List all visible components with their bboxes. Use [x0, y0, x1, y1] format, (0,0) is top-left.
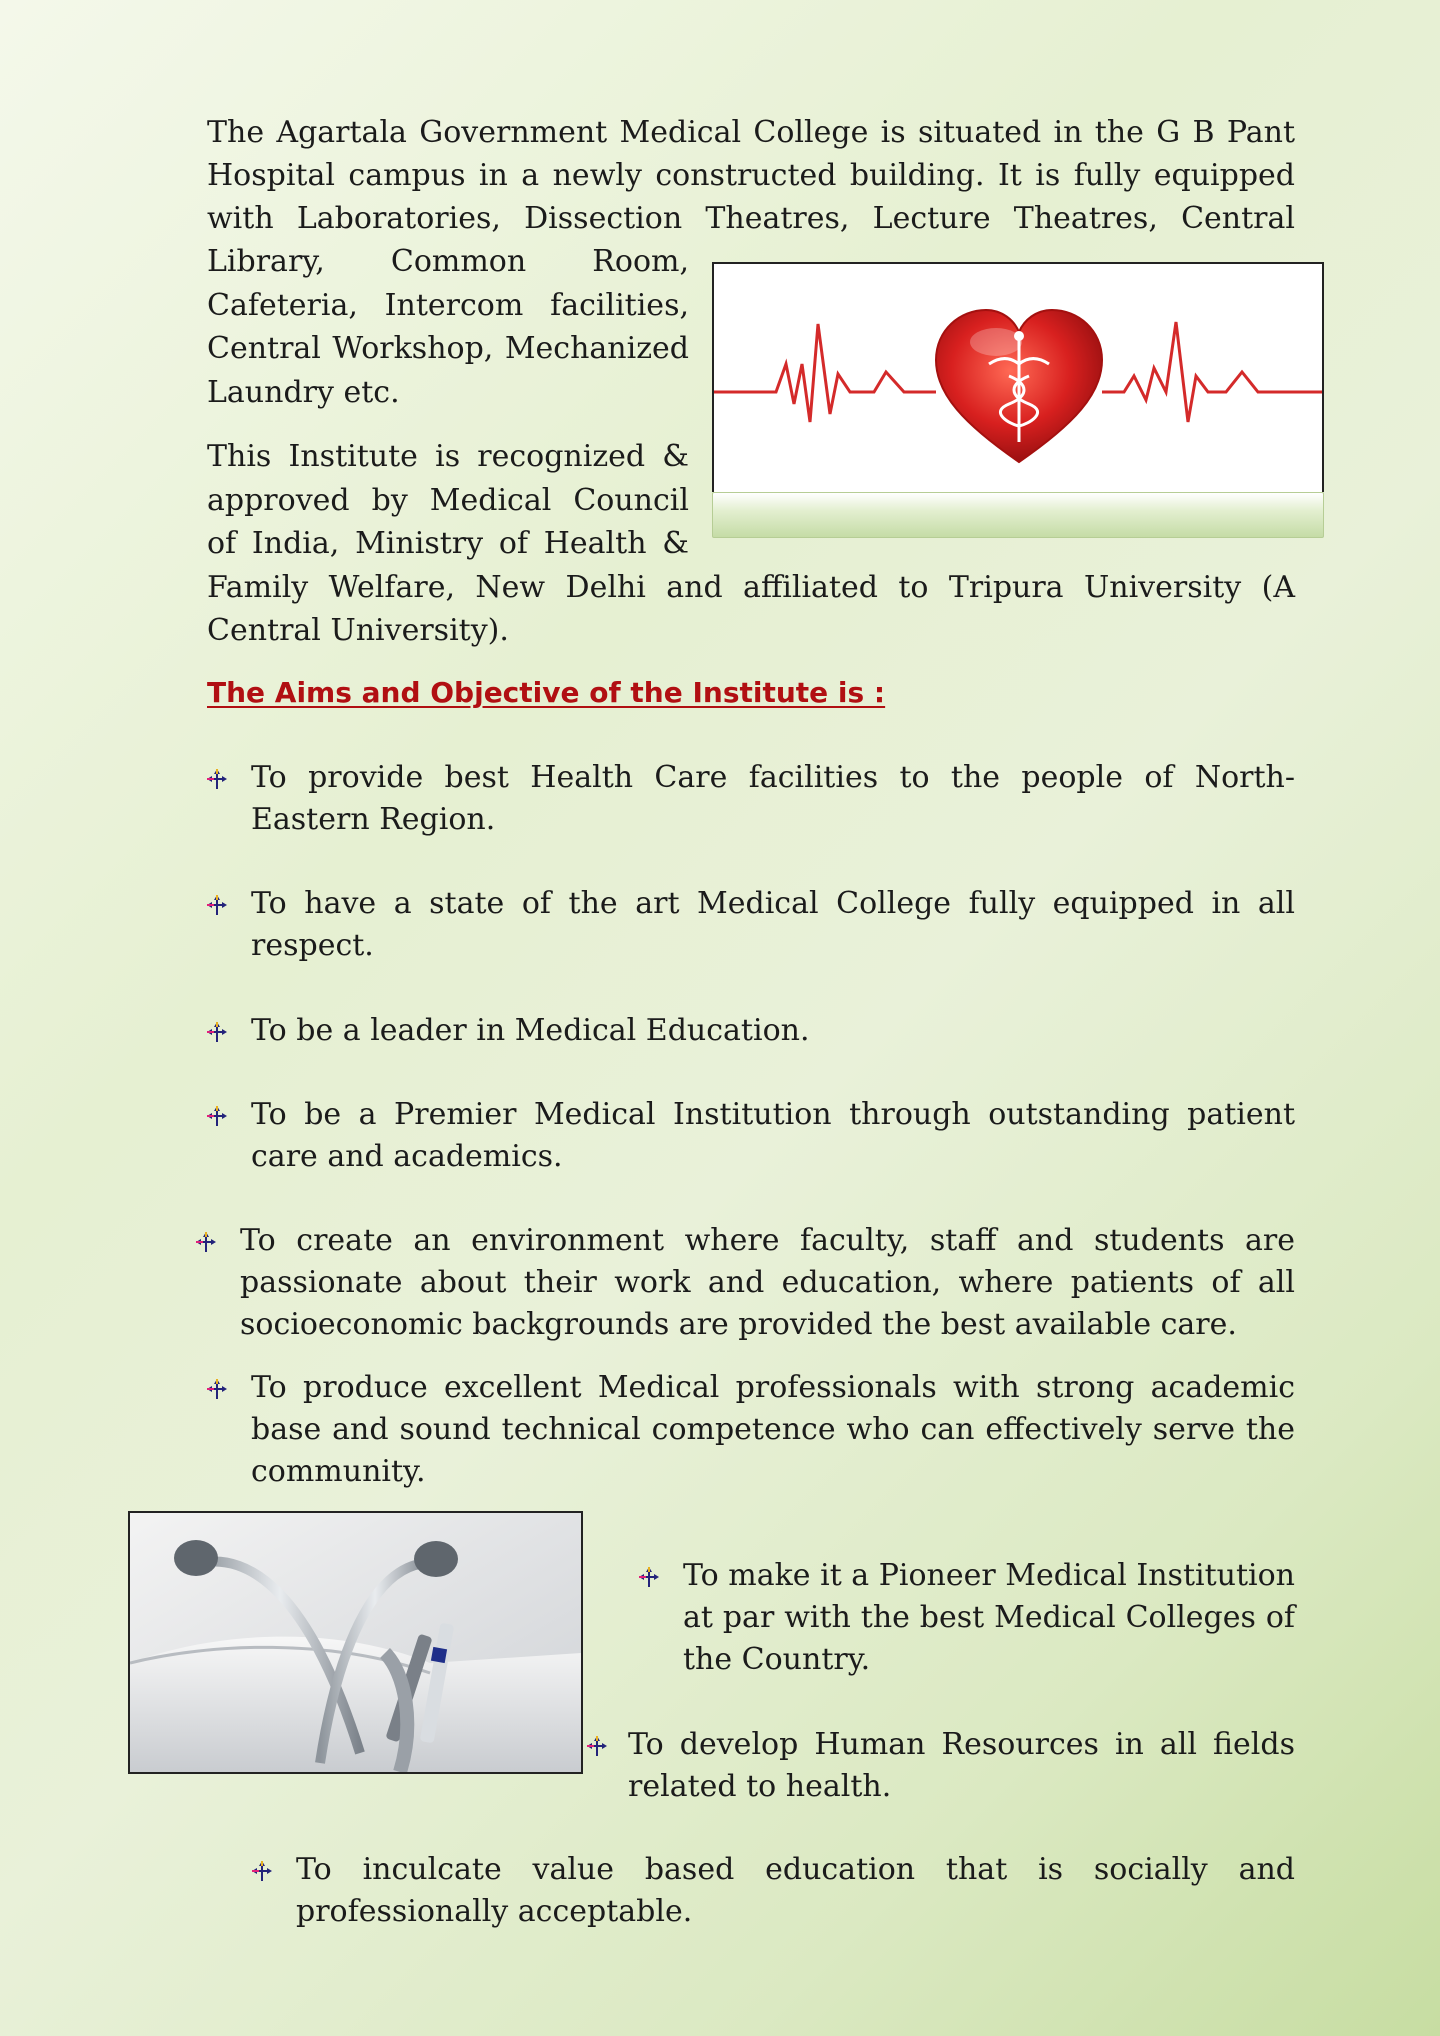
aim-text: To create an environment where faculty, staff and students are passionate about their work and education, where patients of all socioeconomic backgrounds are provided the best available care.: [240, 1223, 1295, 1342]
intro-wrap-line-2: Cafeteria, Intercom facilities,: [207, 288, 689, 323]
aim-item: [207, 757, 1295, 841]
stethoscope-in-coat-pocket-image: [128, 1511, 583, 1774]
heart-ecg-graphic: [714, 264, 1322, 492]
aim-item: [207, 883, 1295, 967]
heart-caduceus-ecg-image: [712, 262, 1324, 492]
bullet-arrow-icon: [207, 1106, 227, 1126]
intro-line-1: The Agartala Government Medical College is situated in the G B Pant: [207, 115, 1295, 150]
bullet-arrow-icon: [196, 1232, 216, 1252]
aim-item: [207, 1010, 1295, 1052]
aim-item: [252, 1849, 1295, 1933]
aim-text: To have a state of the art Medical College fully equipped in all respect.: [251, 886, 1295, 963]
recognition-wrap-line-2: approved by Medical Council: [207, 483, 689, 518]
intro-wrap-line-1: Library, Common Room,: [207, 244, 689, 279]
aim-text: To produce excellent Medical professionals with strong academic base and sound technical competence who can effectively serve the community.: [251, 1370, 1295, 1489]
recognition-line-5: Central University).: [207, 613, 509, 648]
aim-text: To be a Premier Medical Institution through outstanding patient care and academics.: [251, 1097, 1295, 1174]
bullet-arrow-icon: [587, 1736, 607, 1756]
aim-text: To develop Human Resources in all fields related to health.: [628, 1727, 1295, 1804]
aim-item: [207, 1094, 1295, 1178]
aim-item: [196, 1220, 1295, 1346]
aim-text: To provide best Health Care facilities to the people of North-Eastern Region.: [251, 760, 1295, 837]
intro-wrap-line-3: Central Workshop, Mechanized: [207, 331, 689, 366]
recognition-line-4: Family Welfare, New Delhi and affiliated to Tripura University (A: [207, 570, 1295, 605]
bullet-arrow-icon: [207, 895, 227, 915]
bullet-arrow-icon: [207, 769, 227, 789]
bullet-arrow-icon: [207, 1022, 227, 1042]
aim-item: [639, 1555, 1295, 1681]
image-caption-bar: [712, 492, 1324, 538]
aim-text: To be a leader in Medical Education.: [251, 1013, 810, 1048]
recognition-wrap-line-1: This Institute is recognized &: [207, 439, 689, 474]
aim-item: [207, 1367, 1295, 1493]
aim-text: To inculcate value based education that is socially and professionally acceptable.: [296, 1852, 1295, 1929]
bullet-arrow-icon: [639, 1567, 659, 1587]
bullet-arrow-icon: [252, 1861, 272, 1881]
aim-item: [584, 1724, 1295, 1808]
stethoscope-graphic: [130, 1513, 581, 1772]
intro-line-2: Hospital campus in a newly constructed building. It is fully equipped: [207, 158, 1295, 193]
recognition-wrap-line-3: of India, Ministry of Health &: [207, 526, 689, 561]
bullet-arrow-icon: [207, 1379, 227, 1399]
intro-wrap-line-4: Laundry etc.: [207, 375, 400, 410]
intro-line-3: with Laboratories, Dissection Theatres, Lecture Theatres, Central: [207, 201, 1295, 236]
aims-heading: The Aims and Objective of the Institute is :: [207, 676, 886, 709]
aim-text: To make it a Pioneer Medical Institution at par with the best Medical Colleges of the Country.: [683, 1558, 1295, 1677]
